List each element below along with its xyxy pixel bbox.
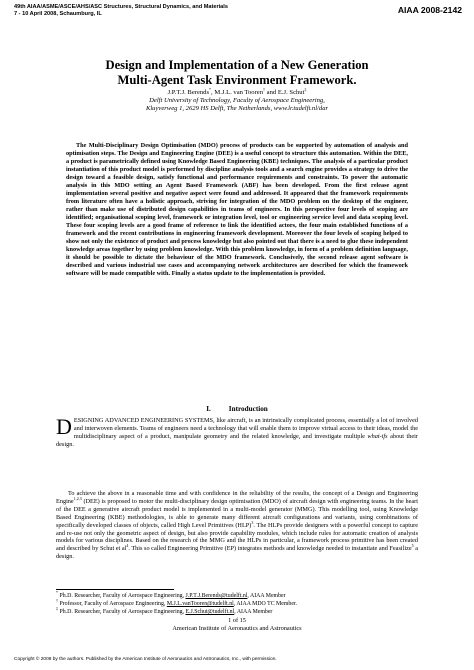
footnote-1	[56, 592, 436, 600]
intro-p1-text-a: ESIGNING ADVANCED ENGINEERING SYSTEMS, like aircraft, is an intrinsically complicated process, essentially a lot of involved and interwoven elements. Teams of engineers need a technology that will enable them to improve virtual access to their ideas, model the multidisciplinary aspect of a product, manipulate geometry and the related knowledge, and investigate multiple	[73, 417, 418, 440]
intro-p1-emphasis: what-ifs	[367, 432, 388, 440]
footnote-3	[56, 608, 436, 616]
email-link[interactable]: J.P.T.J.Berends@tudelft.nl	[185, 593, 248, 599]
drop-cap: D	[56, 414, 72, 439]
intro-p2-text-e: a design.	[56, 545, 418, 561]
footnote-text: , AIAA MDO TC Member.	[233, 601, 297, 608]
section-heading	[0, 405, 474, 413]
publisher-name: American Institute of Aeronautics and Astronautics	[172, 624, 302, 632]
author-1: J.P.T.J. Berends	[167, 89, 210, 96]
intro-paragraph-1	[56, 414, 419, 449]
citation-ref: 3	[251, 519, 254, 525]
footnote-text: , AIAA Member	[234, 609, 273, 616]
footnote-mark: ‡	[56, 606, 58, 612]
email-link[interactable]: M.J.L.vanTooren@tudelft.nl	[166, 601, 234, 608]
citation-ref: 1,2,3	[73, 495, 82, 501]
intro-p2-text-d: . This so called Engineering Primitive (EP) integrates methods and knowledge needed to instantiate and Feasilize	[128, 545, 412, 553]
affiliation-line-1: Delft University of Technology, Faculty of Aerospace Engineering,	[149, 97, 325, 104]
email-link[interactable]: E.J.Schut@tudelft.nl	[185, 609, 235, 616]
section-number: I.	[206, 405, 211, 413]
conference-line-2: 7 - 10 April 2008, Schaumburg, IL	[14, 10, 102, 17]
author-line	[40, 89, 434, 97]
section-title: Introduction	[228, 405, 268, 413]
footnote-mark: †	[56, 598, 58, 604]
copyright-notice: Copyright © 2008 by the authors. Published by the American Institute of Aeronautics and Astronautics, Inc., with permission.	[14, 657, 277, 662]
footnote-mark: *	[56, 590, 58, 595]
conference-header	[14, 4, 314, 17]
footnote-2	[56, 600, 436, 608]
intro-p2-text-a: To achieve the above in a reasonable time and with confidence in the reliability of the results, the concept of a Design and Engineering Engine	[56, 490, 418, 505]
title-line-1: Design and Implementation of a New Generation	[105, 58, 369, 72]
author-separator: ,	[211, 89, 215, 96]
author-block	[40, 89, 434, 113]
intro-p2-text-b: (DEE) is proposed to motor the multi-disciplinary design optimisation (MDO) of aircraft design with engineering teams. In the heart of the DEE a generative aircraft product model is implemented in a multi-model generator (MMG). This modelling tool, using Knowledge Based Engineering (KBE) methodologies, is able to generate many different aircraft configurations and variants, using combinations of specifically developed classes of objects, called High Level Primitives (HLP)	[56, 497, 418, 529]
author-3: E.J. Schut	[277, 89, 305, 96]
author-2-mark: †	[263, 87, 266, 92]
title-line-2: Multi-Agent Task Environment Framework.	[117, 72, 357, 87]
paper-title	[40, 58, 434, 87]
author-separator: and	[265, 89, 278, 96]
page-footer	[0, 617, 474, 632]
footnote-text: Ph.D. Researcher, Faculty of Aerospace Engineering,	[58, 593, 186, 599]
footnote-text: , AIAA Member	[247, 593, 286, 599]
affiliation-line-2: Kluyverweg 1, 2629 HS Delft, The Netherlands, www.lr.tudelft.nl/dar	[145, 105, 329, 112]
author-2: M.J.L. van Tooren	[214, 89, 264, 96]
footnotes	[56, 592, 436, 616]
conference-line-1: 49th AIAA/ASME/ASCE/AHS/ASC Structures, Structural Dynamics, and Materials	[14, 4, 228, 10]
paper-id: AIAA 2008-2142	[397, 5, 462, 15]
page-number: 1 of 15	[228, 617, 246, 624]
author-3-mark: ‡	[304, 87, 307, 92]
intro-p2-text-c: . The HLPs provide designers with a powerful concept to capture and re-use not only the geometric aspect of design, but also provide capability modules, which include rules for automatic creation of analysis models for various disciplines. Based on the research of the MMG and the HLPs in particular, a framework process primitive has been created and described by Schut et al	[56, 521, 418, 553]
abstract: The Multi-Disciplinary Design Optimisation (MDO) process of products can be supported by automation of analysis and optimisation steps. The Design and Engineering Engine (DEE) is a useful concept to structure this automation. Within the DEE, a product is parametrically defined using Knowledge Based Engineering (KBE) techniques. The analysis of a particular product instantiation of this product model is performed by discipline analysis tools and a search engine provides a strategy to drive the design toward a feasible design, satisfy functional and performance requirements and constraints. To power the automatic analysis in this MDO setting an Agent Based Framework (ABF) has been developed. From the first release agent implementation several positive and negative aspect were found and addressed. It appeared that the framework requirements from literature often have a holistic approach, striving for integration of the MDO problem on the desktop of the engineer, rather than make use of distributed design capabilities in teams of engineers. In this perspective four levels of scoping are identified; organisational scoping level, framework or integration level, tool or engineering service level and data scoping level. These four scoping levels are a good frame of reference to link the identified actors, the four main established functions of a framework and the recent contributions in engineering framework development. Moreover the four levels of scoping helped to show not only the existence of product and process knowledge but also pointed out that there is a need to glue these independent knowledge areas together by using problem knowledge. With this problem knowledge, in form of a problem definition language, it should be possible to dictate the behaviour of the MDO framework. Conclusively, the second release agent software is described and various industrial use cases and accompanying network architectures are described for which the framework software will be made compatible with. Finally a status update to the implementation is provided.	[66, 142, 408, 278]
footnote-text: Professor, Faculty of Aerospace Engineering,	[58, 601, 167, 608]
author-1-mark: *	[209, 87, 212, 92]
footnote-text: Ph.D. Researcher, Faculty of Aerospace Engineering,	[58, 609, 186, 616]
intro-p1-text-b: about their design.	[56, 432, 419, 448]
footnote-divider	[56, 589, 174, 590]
citation-ref: 4	[126, 543, 129, 549]
intro-paragraph-2	[56, 490, 418, 561]
citation-ref: 5	[411, 543, 414, 549]
